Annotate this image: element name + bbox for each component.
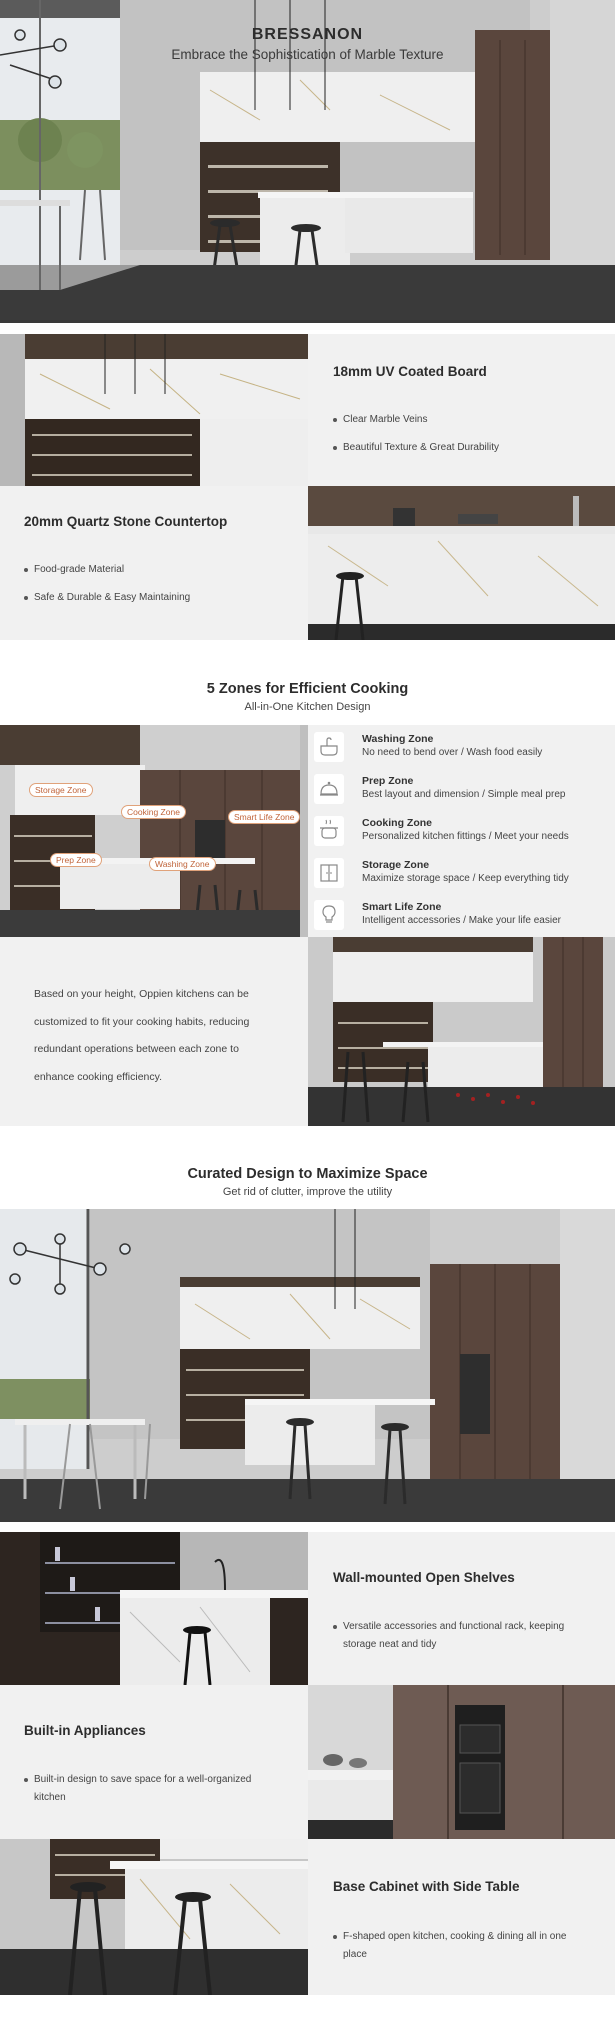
tag-cooking-zone: Cooking Zone [121,805,186,819]
open-shelves-panel [308,1532,615,1685]
list-item: Clear Marble Veins [333,411,499,429]
efficiency-kitchen-image [308,937,615,1126]
cabinet-icon [314,858,344,888]
zone-name: Smart Life Zone [362,901,442,913]
sink-icon [314,732,344,762]
paragraph-line: customized to fit your cooking habits, reducing [34,1015,250,1028]
uv-board-bullets [333,411,499,457]
zone-washing [308,726,615,768]
zones-subtitle: All-in-One Kitchen Design [244,701,371,713]
built-in-panel [0,1685,308,1839]
tag-washing-zone: Washing Zone [149,857,216,871]
built-in-image [308,1685,615,1839]
zone-name: Prep Zone [362,775,414,787]
lightbulb-icon [314,900,344,930]
hero-section [0,0,615,323]
pot-icon [314,816,344,846]
base-cabinet-title: Base Cabinet with Side Table [333,1879,520,1894]
space-subtitle: Get rid of clutter, improve the utility [222,1186,393,1198]
uv-board-title: 18mm UV Coated Board [333,364,487,379]
list-item: Versatile accessories and functional rack, keeping storage neat and tidy [333,1618,598,1654]
efficiency-text-panel [0,937,308,1126]
zone-desc: Personalized kitchen fittings / Meet your needs [362,831,569,842]
base-cabinet-image [0,1839,308,1995]
zone-desc: Intelligent accessories / Make your life easier [362,915,561,926]
zone-name: Storage Zone [362,859,430,871]
list-item: Food-grade Material [24,561,190,579]
zone-desc: No need to bend over / Wash food easily [362,747,543,758]
quartz-bullets [24,561,190,607]
quartz-title: 20mm Quartz Stone Countertop [24,514,228,529]
tag-storage-zone: Storage Zone [29,783,93,797]
paragraph-line: enhance cooking efficiency. [34,1070,163,1083]
zones-title: 5 Zones for Efficient Cooking [206,681,409,697]
zone-name: Cooking Zone [362,817,432,829]
uv-board-panel [308,334,615,486]
built-in-bullets [24,1771,254,1807]
zones-kitchen-image [0,725,308,937]
zone-desc: Maximize storage space / Keep everything tidy [362,873,569,884]
uv-board-image [0,334,308,486]
efficiency-paragraph [34,981,249,1091]
zone-storage [308,852,615,894]
zone-smart-life [308,894,615,936]
list-item: Beautiful Texture & Great Durability [333,439,499,457]
zone-desc: Best layout and dimension / Simple meal prep [362,789,566,800]
quartz-panel [0,486,308,640]
hero-brand: BRESSANON [251,26,364,43]
base-cabinet-panel [308,1839,615,1995]
space-kitchen-image [0,1209,615,1522]
space-title: Curated Design to Maximize Space [187,1166,428,1182]
open-shelves-image [0,1532,308,1685]
quartz-image [308,486,615,640]
list-item: Built-in design to save space for a well-organized kitchen [24,1771,254,1807]
open-shelves-title: Wall-mounted Open Shelves [333,1570,515,1585]
tag-smart-life-zone: Smart Life Zone [228,810,300,824]
list-item: F-shaped open kitchen, cooking & dining all in one place [333,1928,583,1964]
list-item: Safe & Durable & Easy Maintaining [24,589,190,607]
zone-name: Washing Zone [362,733,434,745]
tag-prep-zone: Prep Zone [50,853,102,867]
zone-prep [308,768,615,810]
zone-cooking [308,810,615,852]
base-cabinet-bullets [333,1928,583,1964]
open-shelves-bullets [333,1618,598,1654]
hero-tagline: Embrace the Sophistication of Marble Texture [171,47,444,62]
paragraph-line: redundant operations between each zone to [34,1043,239,1055]
paragraph-line: Based on your height, Oppien kitchens can be [34,988,249,1000]
cloche-icon [314,774,344,804]
built-in-title: Built-in Appliances [24,1723,146,1738]
